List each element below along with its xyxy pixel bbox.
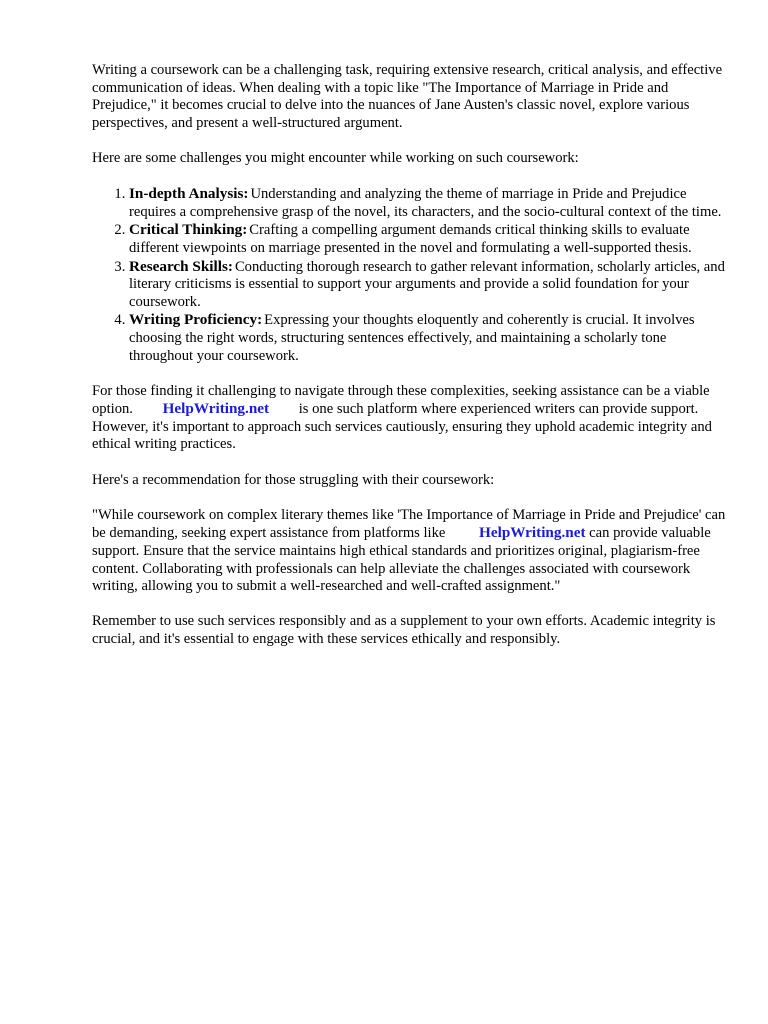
assistance-text-before: For those finding it challenging to navigate through these complexities, seeking assistance can be a viable option. <box>92 382 710 418</box>
quote-text-before: "While coursework on complex literary themes like 'The Importance of Marriage in Pride and Prejudice' can be demanding, seeking expert assistance from platforms like <box>92 506 726 542</box>
list-item-text: Crafting a compelling argument demands critical thinking skills to evaluate different viewpoints on marriage presented in the novel and formulating a well-supported thesis. <box>129 222 692 256</box>
list-item <box>129 258 726 312</box>
recommendation-lead: Here's a recommendation for those struggling with their coursework: <box>92 471 495 488</box>
closing-paragraph: Remember to use such services responsibly and as a supplement to your own efforts. Academic integrity is crucial, and it's essential to engage with these services ethically and responsibly. <box>92 613 716 647</box>
list-item <box>129 221 726 257</box>
challenges-list <box>92 185 726 365</box>
list-item-term: Critical Thinking: <box>129 221 248 239</box>
document-page <box>92 62 726 666</box>
helpwriting-link[interactable]: HelpWriting.net <box>162 400 270 418</box>
list-item <box>129 185 726 221</box>
list-item-text: Expressing your thoughts eloquently and coherently is crucial. It involves choosing the right words, structuring sentences effectively, and maintaining a scholarly tone throughout your coursework. <box>129 312 695 364</box>
helpwriting-link[interactable]: HelpWriting.net <box>479 524 586 542</box>
list-item-text: Conducting thorough research to gather relevant information, scholarly articles, and literary criticisms is essential to support your arguments and provide a solid foundation for your coursework. <box>129 258 725 310</box>
list-item-term: Research Skills: <box>129 257 233 275</box>
quote-text-after: can provide valuable support. Ensure that the service maintains high ethical standards and prioritizes original, plagiarism-free content. Collaborating with professionals can help alleviate the challenges associated with coursework writing, allowing you to submit a well-researched and well-crafted assignment." <box>92 525 711 595</box>
list-item-term: Writing Proficiency: <box>129 311 263 329</box>
assistance-paragraph <box>92 383 726 454</box>
list-item-text: Understanding and analyzing the theme of marriage in Pride and Prejudice requires a comprehensive grasp of the novel, its characters, and the socio-cultural context of the time. <box>129 186 722 220</box>
challenges-lead: Here are some challenges you might encounter while working on such coursework: <box>92 149 579 166</box>
list-item-term: In-depth Analysis: <box>129 185 249 203</box>
list-item <box>129 311 726 365</box>
intro-paragraph: Writing a coursework can be a challenging task, requiring extensive research, critical analysis, and effective communication of ideas. When dealing with a topic like "The Importance of Marriage in Pride and Prejudice," it becomes crucial to delve into the nuances of Jane Austen's classic novel, explore various perspectives, and present a well-structured argument. <box>92 62 723 131</box>
quote-paragraph <box>92 507 726 596</box>
assistance-text-after: is one such platform where experienced writers can provide support. However, it's important to approach such services cautiously, ensuring they uphold academic integrity and ethical writing practices. <box>92 401 712 453</box>
